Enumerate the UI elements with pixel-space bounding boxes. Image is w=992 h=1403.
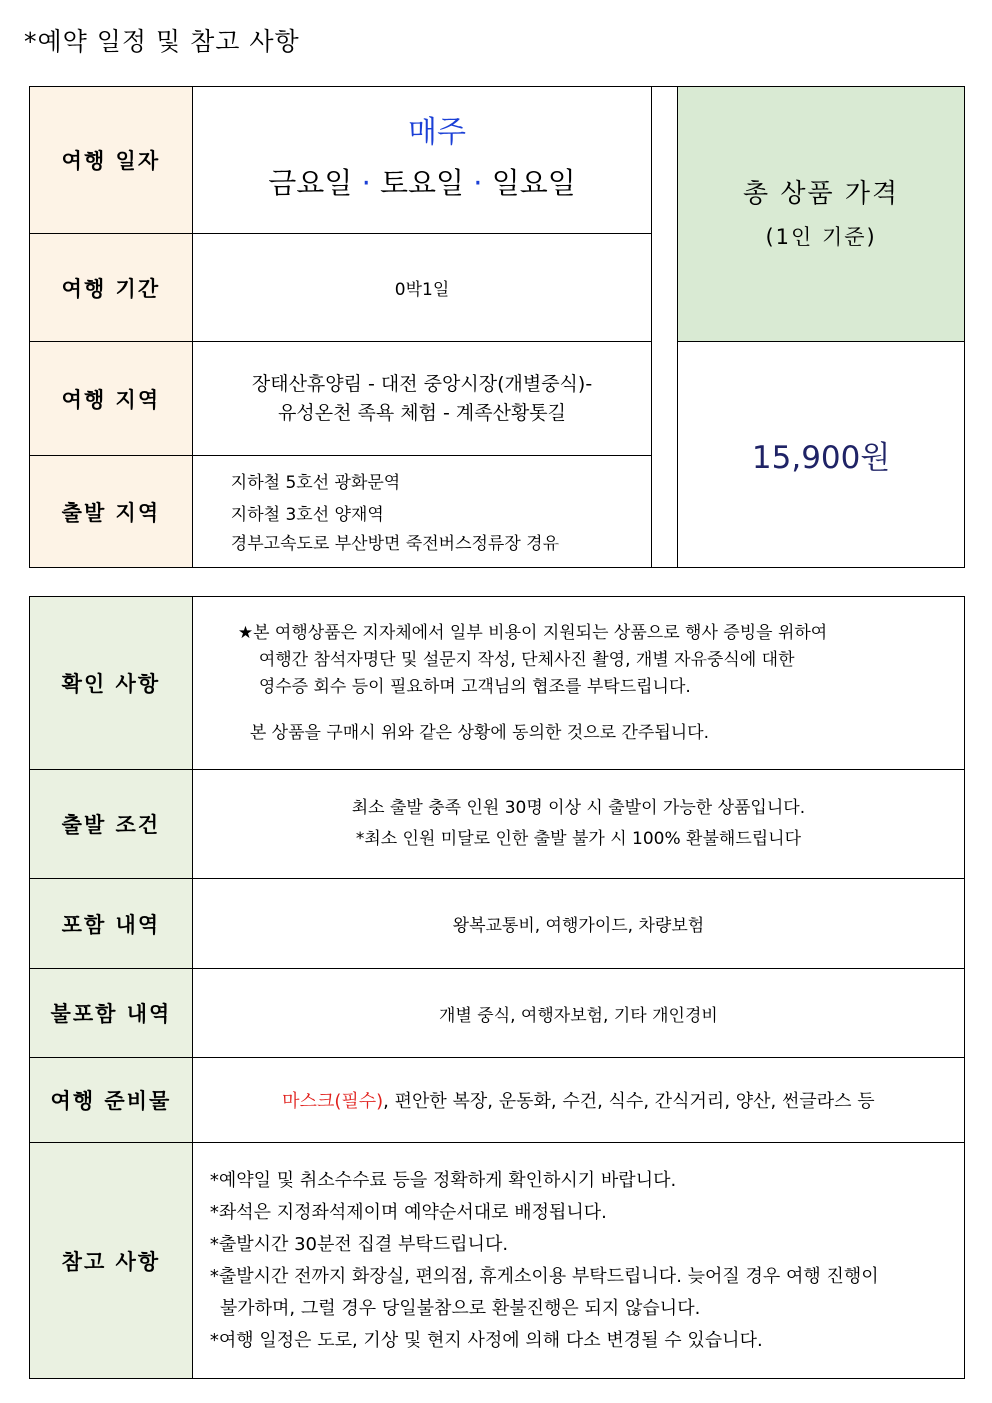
region-line: 장태산휴양림 - 대전 중앙시장(개별중식)- [251,372,593,395]
condition-value [192,770,964,879]
confirm-line: 여행간 참석자명단 및 설문지 작성, 단체사진 촬영, 개별 자유중식에 대한 [258,649,795,670]
price-basis: (1인 기준) [765,225,877,249]
region-line: 유성온천 족욕 체험 - 계족산황톳길 [278,401,567,424]
prep-items: , 편안한 복장, 운동화, 수건, 식수, 간식거리, 양산, 썬글라스 등 [383,1091,875,1112]
travel-duration-value: 0박1일 [192,234,651,342]
note-line: *좌석은 지정좌석제이며 예약순서대로 배정됩니다. [209,1201,607,1223]
separator-dot: · [361,166,371,200]
condition-label: 출발 조건 [30,770,193,879]
saturday: 토요일 [380,166,465,200]
departure-line: 지하철 3호선 양재역 [230,504,384,525]
include-label: 포함 내역 [30,879,193,969]
travel-region-label: 여행 지역 [30,342,193,456]
travel-date-label: 여행 일자 [30,87,193,234]
spacer-column [652,87,678,568]
travel-duration-label: 여행 기간 [30,234,193,342]
price-title: 총 상품 가격 [743,179,900,209]
departure-line: 경부고속도로 부산방면 죽전버스정류장 경유 [230,533,560,554]
condition-line: *최소 인원 미달로 인한 출발 불가 시 100% 환불해드립니다 [355,829,802,849]
confirm-line: 영수증 회수 등이 필요하며 고객님의 협조를 부탁드립니다. [258,676,691,697]
price-value: 15,900원 [678,342,965,568]
travel-date-value [192,87,651,234]
departure-region-label: 출발 지역 [30,456,193,568]
mask-required: 마스크(필수) [282,1091,384,1112]
friday: 금요일 [268,166,353,200]
exclude-value: 개별 중식, 여행자보험, 기타 개인경비 [192,969,964,1058]
exclude-label: 불포함 내역 [30,969,193,1058]
notes-label: 참고 사항 [30,1143,193,1379]
weekly-label: 매주 [408,115,466,150]
prep-label: 여행 준비물 [30,1058,193,1143]
notes-value [192,1143,964,1379]
price-header [678,87,965,342]
confirm-note: 본 상품을 구매시 위와 같은 상황에 동의한 것으로 간주됩니다. [249,722,710,743]
separator-dot: · [473,166,483,200]
prep-value [192,1058,964,1143]
note-line: *예약일 및 취소수수료 등을 정확하게 확인하시기 바랍니다. [209,1169,677,1191]
travel-region-value [192,342,651,456]
confirm-label: 확인 사항 [30,597,193,770]
weekdays-line [193,159,651,207]
confirm-value [192,597,964,770]
details-table [29,596,965,1379]
note-line: 불가하며, 그럴 경우 당일불참으로 환불진행은 되지 않습니다. [219,1297,701,1319]
sunday: 일요일 [491,166,576,200]
note-line: *여행 일정은 도로, 기상 및 현지 사정에 의해 다소 변경될 수 있습니다. [209,1329,763,1351]
page-title: *예약 일정 및 참고 사항 [24,27,300,56]
confirm-line: ★본 여행상품은 지자체에서 일부 비용이 지원되는 상품으로 행사 증빙을 위하여 [237,622,828,643]
condition-line: 최소 출발 충족 인원 30명 이상 시 출발이 가능한 상품입니다. [351,798,806,818]
include-value: 왕복교통비, 여행가이드, 차량보험 [192,879,964,969]
note-line: *출발시간 30분전 집결 부탁드립니다. [209,1233,509,1255]
note-line: *출발시간 전까지 화장실, 편의점, 휴게소이용 부탁드립니다. 늦어질 경우 여행 진행이 [209,1265,879,1287]
departure-region-value [192,456,651,568]
departure-line: 지하철 5호선 광화문역 [230,472,401,493]
schedule-table [29,86,965,568]
